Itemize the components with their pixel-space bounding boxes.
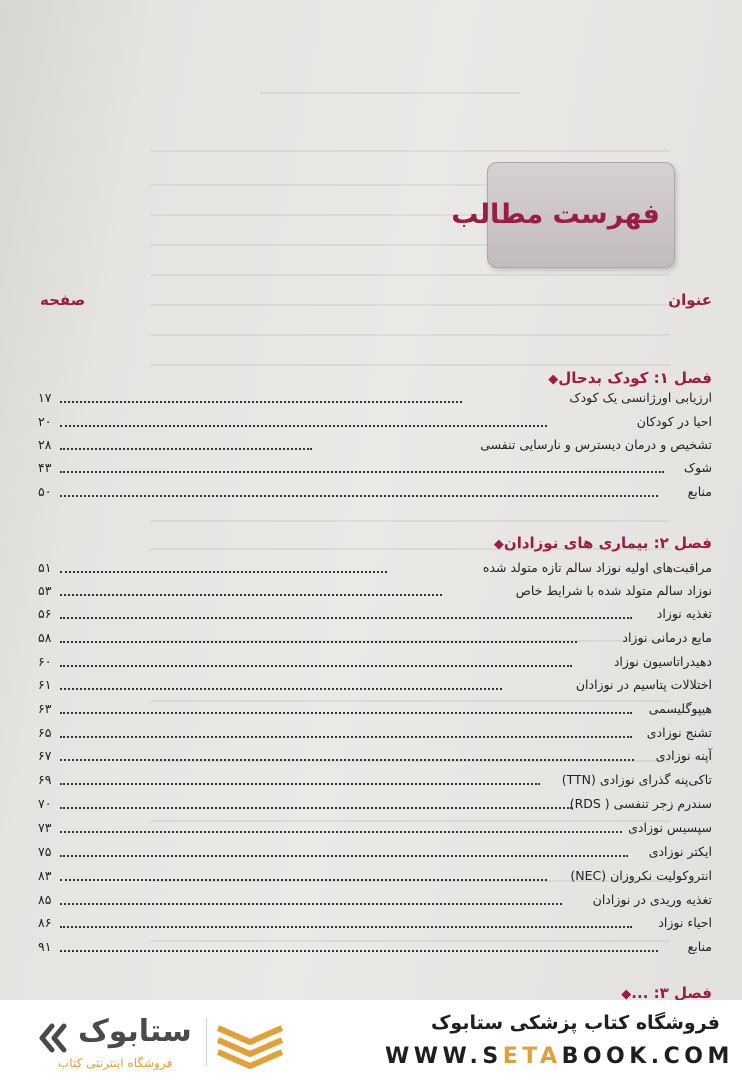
- chapter-heading: فصل ۳: ...◆: [621, 984, 712, 1000]
- toc-entry[interactable]: شوک ۴۳: [38, 460, 712, 475]
- column-header-page: صفحه: [40, 291, 86, 309]
- diamond-bullet-icon: ◆: [548, 372, 559, 387]
- store-name: فروشگاه کتاب پزشکی ستابوک: [430, 1012, 720, 1034]
- toc-entry[interactable]: منابع ۵۰: [38, 484, 712, 499]
- book-stack-icon: [214, 1018, 286, 1070]
- toc-entry[interactable]: اختلالات پتاسیم در نوزادان ۶۱: [38, 677, 712, 692]
- toc-entry[interactable]: تاکی‌پنه گذرای نوزادی (TTN) ۶۹: [38, 772, 712, 787]
- toc-entry[interactable]: ارزیابی اورژانسی یک کودک ۱۷: [38, 390, 712, 405]
- chapter-heading: فصل ۱: کودک بدحال◆: [548, 369, 712, 387]
- logo-divider: [206, 1018, 207, 1066]
- toc-entry[interactable]: منابع ۹۱: [38, 939, 712, 954]
- toc-entry[interactable]: آپنه نوزادی ۶۷: [38, 748, 712, 763]
- column-header-title: عنوان: [668, 291, 712, 309]
- toc-entry[interactable]: تغذیه وریدی در نوزادان ۸۵: [38, 892, 712, 907]
- logo-tagline: فروشگاه اینترنتی کتاب: [58, 1056, 173, 1070]
- toc-entry[interactable]: دهیدراتاسیون نوزاد ۶۰: [38, 654, 712, 669]
- toc-entry[interactable]: هیپوگلیسمی ۶۳: [38, 701, 712, 716]
- store-logo[interactable]: [36, 1008, 306, 1074]
- toc-entry[interactable]: سپسیس نوزادی ۷۳: [38, 820, 712, 835]
- toc-entry[interactable]: تغذیه نوزاد ۵۶: [38, 606, 712, 621]
- toc-entry[interactable]: انتروکولیت نکروزان (NEC) ۸۳: [38, 868, 712, 883]
- double-arrow-icon: [36, 1020, 72, 1056]
- toc-entry[interactable]: ایکتر نوزادی ۷۵: [38, 844, 712, 859]
- toc-entry[interactable]: احیاء نوزاد ۸۶: [38, 915, 712, 930]
- title-box: [451, 162, 675, 268]
- toc-entry[interactable]: تشنج نوزادی ۶۵: [38, 725, 712, 740]
- toc-entry[interactable]: احیا در کودکان ۲۰: [38, 414, 712, 429]
- toc-entry[interactable]: مراقبت‌های اولیه نوزاد سالم تازه متولد شده ۵۱: [38, 560, 712, 575]
- store-url[interactable]: WWW.SETABOOK.COM: [385, 1044, 734, 1069]
- logo-brand: ستابوک: [78, 1014, 192, 1049]
- toc-entry[interactable]: مایع درمانی نوزاد ۵۸: [38, 630, 712, 645]
- toc-entry[interactable]: تشخیص و درمان دیسترس و نارسایی تنفسی ۲۸: [38, 437, 712, 452]
- page-title: فهرست مطالب: [451, 199, 660, 230]
- chapter-heading: فصل ۲: بیماری های نوزادان◆: [493, 534, 712, 552]
- diamond-bullet-icon: ◆: [621, 987, 632, 1000]
- store-footer: [0, 1000, 742, 1080]
- toc-entry[interactable]: نوزاد سالم متولد شده با شرایط خاص ۵۳: [38, 583, 712, 598]
- toc-entry[interactable]: سندرم زجر تنفسی ( RDS) ۷۰: [38, 796, 712, 811]
- diamond-bullet-icon: ◆: [493, 537, 504, 552]
